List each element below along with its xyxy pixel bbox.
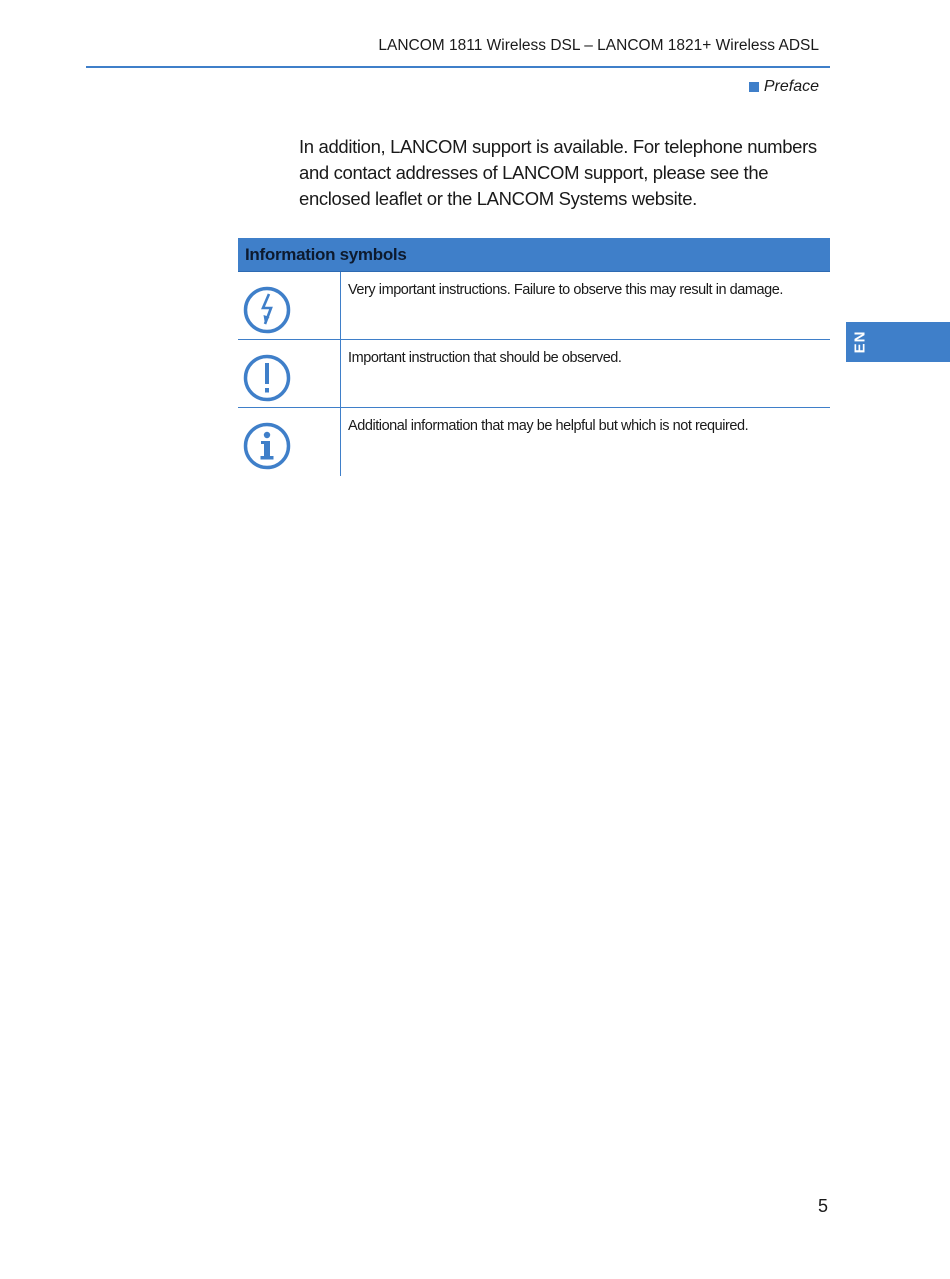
table-row — [238, 340, 830, 408]
exclamation-icon — [243, 354, 291, 402]
information-symbols-table — [238, 238, 830, 476]
header-divider — [86, 66, 830, 68]
table-row — [238, 408, 830, 476]
row-description: Important instruction that should be observed. — [348, 350, 622, 366]
icon-cell — [238, 340, 341, 407]
section-marker — [749, 78, 819, 96]
body-paragraph: In addition, LANCOM support is available. For telephone numbers and contact addresses of LANCOM support, please see the enclosed leaflet or the LANCOM Systems website. — [299, 136, 817, 209]
table-header — [238, 238, 830, 272]
info-icon — [243, 422, 291, 470]
section-square-icon — [749, 82, 759, 92]
language-tab — [846, 322, 950, 362]
table-title: Information symbols — [245, 244, 407, 264]
section-label: Preface — [763, 78, 819, 95]
page-number: 5 — [817, 1196, 828, 1216]
running-header-title: LANCOM 1811 Wireless DSL – LANCOM 1821+ Wireless ADSL — [378, 37, 819, 54]
table-row — [238, 272, 830, 340]
icon-cell — [238, 272, 341, 339]
language-tab-label: EN — [851, 330, 869, 354]
row-description: Additional information that may be helpful but which is not required. — [348, 418, 749, 434]
icon-cell — [238, 408, 341, 476]
row-description: Very important instructions. Failure to observe this may result in damage. — [348, 282, 783, 298]
lightning-warning-icon — [243, 286, 291, 334]
